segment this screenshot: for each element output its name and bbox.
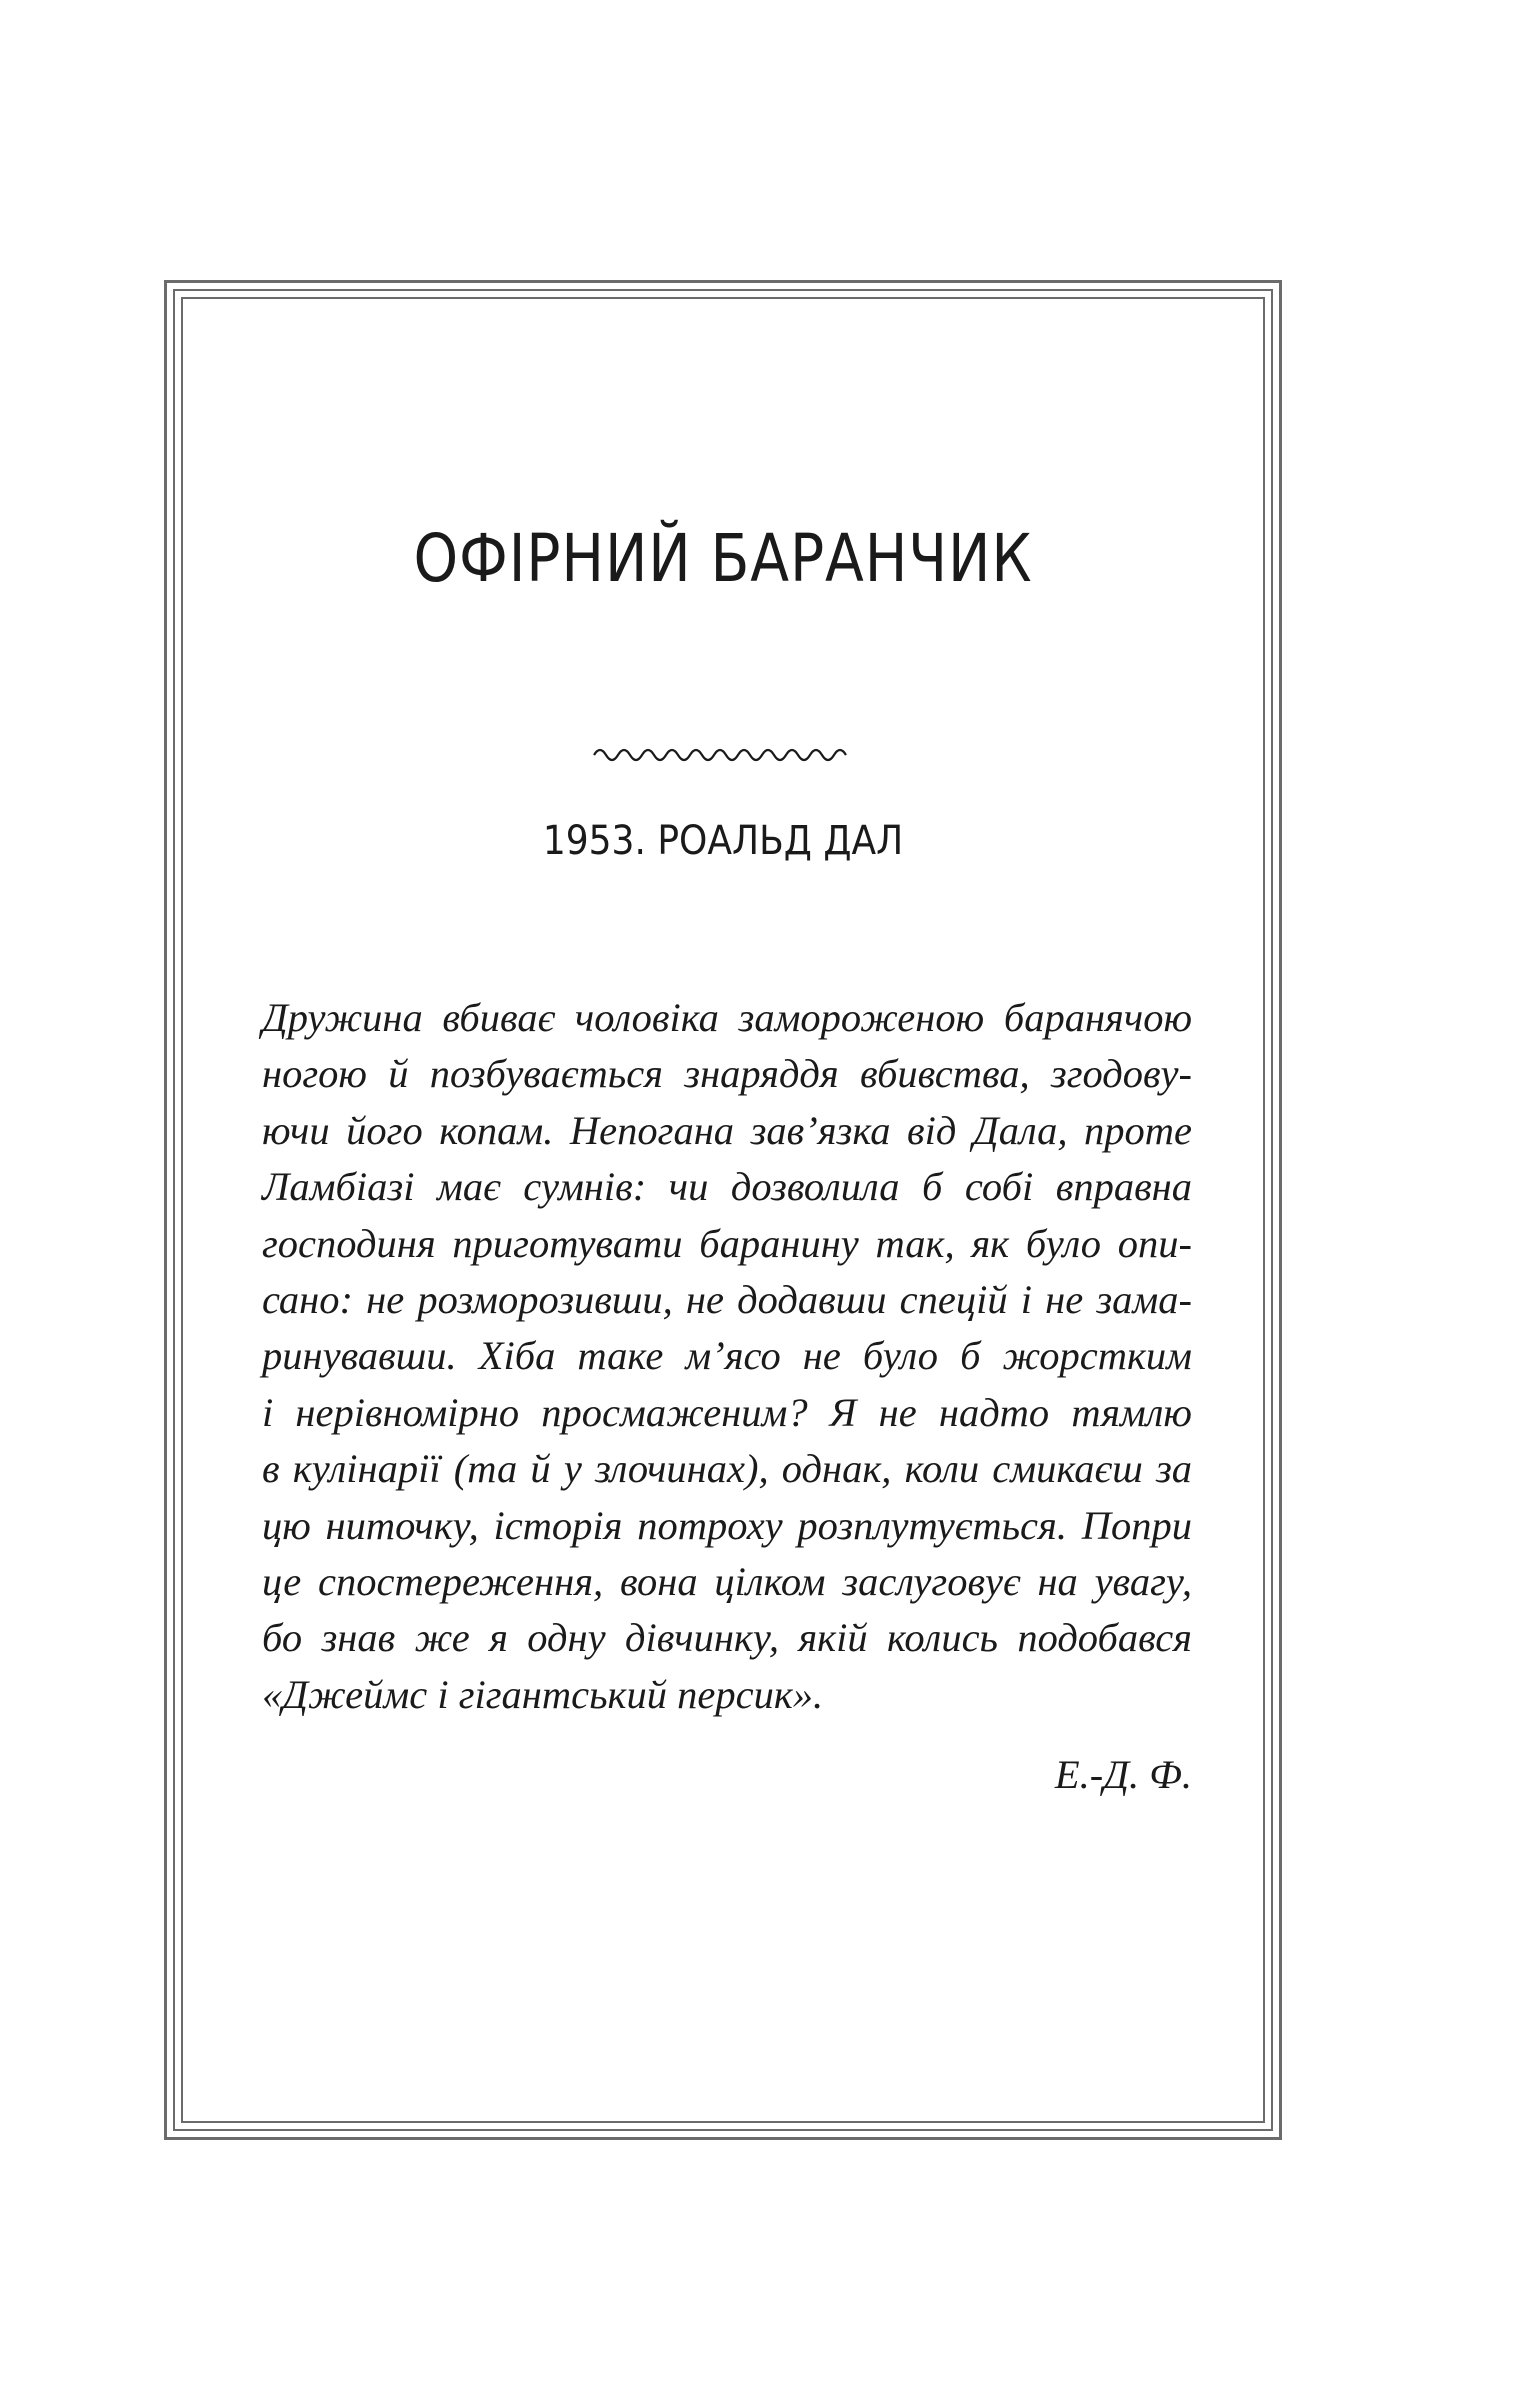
annotation-line: «Джеймс і гігантський персик». [262,1671,824,1717]
chapter-title: ОФІРНИЙ БАРАНЧИК [413,520,1033,597]
annotation-line: в кулінарії (та й у злочинах), однак, коли смикаєш за [262,1446,1192,1492]
annotation-line: це спостереження, вона цілком заслуговує на увагу, [262,1559,1192,1605]
annotation-line: бо знав же я одну дівчинку, якій колись подобався [262,1615,1192,1661]
annotation-line: господиня приготувати баранину так, як було опи- [262,1220,1192,1266]
annotation-line: цю ниточку, історія потроху розплутується. Попри [262,1502,1192,1548]
annotation-text [262,990,1192,1723]
annotation-line: Дружина вбиває чоловіка замороженою баранячою [262,995,1192,1040]
annotation-line: Ламбіазі має сумнів: чи дозволила б собі вправна [262,1164,1192,1210]
author-signature: Е.-Д. Ф. [1054,1752,1192,1797]
chapter-subtitle: 1953. РОАЛЬД ДАЛ [542,818,904,864]
annotation-line: і нерівномірно просмаженим? Я не надто тямлю [262,1389,1192,1435]
annotation-line: ринувавши. Хіба таке м’ясо не було б жорстким [262,1333,1192,1379]
annotation-line: ючи його копам. Непогана зав’язка від Дала, проте [262,1107,1192,1153]
wavy-line-divider-icon [590,742,860,768]
annotation-line: сано: не розморозивши, не додавши спецій і не зама- [262,1277,1192,1323]
annotation-line: ногою й позбувається знаряддя вбивства, згодову- [262,1051,1192,1097]
